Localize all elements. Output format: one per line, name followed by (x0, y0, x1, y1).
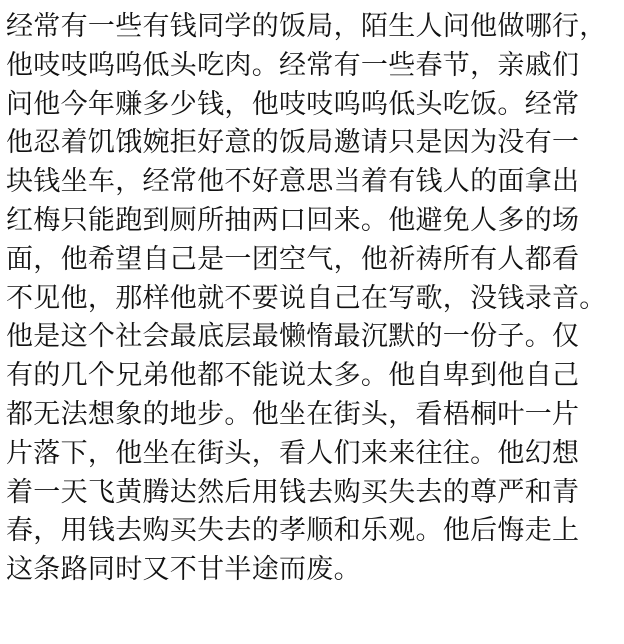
text-line-8: 不见他，那样他就不要说自己在写歌，没钱录音。 (6, 282, 607, 314)
article-text (6, 8, 620, 590)
text-line-4: 他忍着饥饿婉拒好意的饭局邀请只是因为没有一 (6, 127, 580, 159)
text-line-6: 红梅只能跑到厕所抽两口回来。他避免人多的场 (6, 204, 580, 236)
text-line-12: 片落下，他坐在街头，看人们来来往往。他幻想 (6, 437, 580, 469)
text-line-13: 着一天飞黄腾达然后用钱去购买失去的尊严和青 (6, 476, 580, 508)
text-line-10: 有的几个兄弟他都不能说太多。他自卑到他自己 (6, 360, 580, 392)
text-line-7: 面，他希望自己是一团空气，他祈祷所有人都看 (6, 243, 580, 275)
text-line-3: 问他今年赚多少钱，他吱吱呜呜低头吃饭。经常 (6, 88, 580, 120)
text-line-15: 这条路同时又不甘半途而废。 (6, 554, 361, 586)
text-line-11: 都无法想象的地步。他坐在街头，看梧桐叶一片 (6, 398, 580, 430)
text-line-5: 块钱坐车，经常他不好意思当着有钱人的面拿出 (6, 166, 580, 198)
text-line-14: 春，用钱去购买失去的孝顺和乐观。他后悔走上 (6, 515, 580, 547)
text-line-1: 经常有一些有钱同学的饭局，陌生人问他做哪行， (6, 11, 607, 42)
text-line-2: 他吱吱呜呜低头吃肉。经常有一些春节，亲戚们 (6, 49, 580, 81)
text-line-9: 他是这个社会最底层最懒惰最沉默的一份子。仅 (6, 321, 580, 353)
